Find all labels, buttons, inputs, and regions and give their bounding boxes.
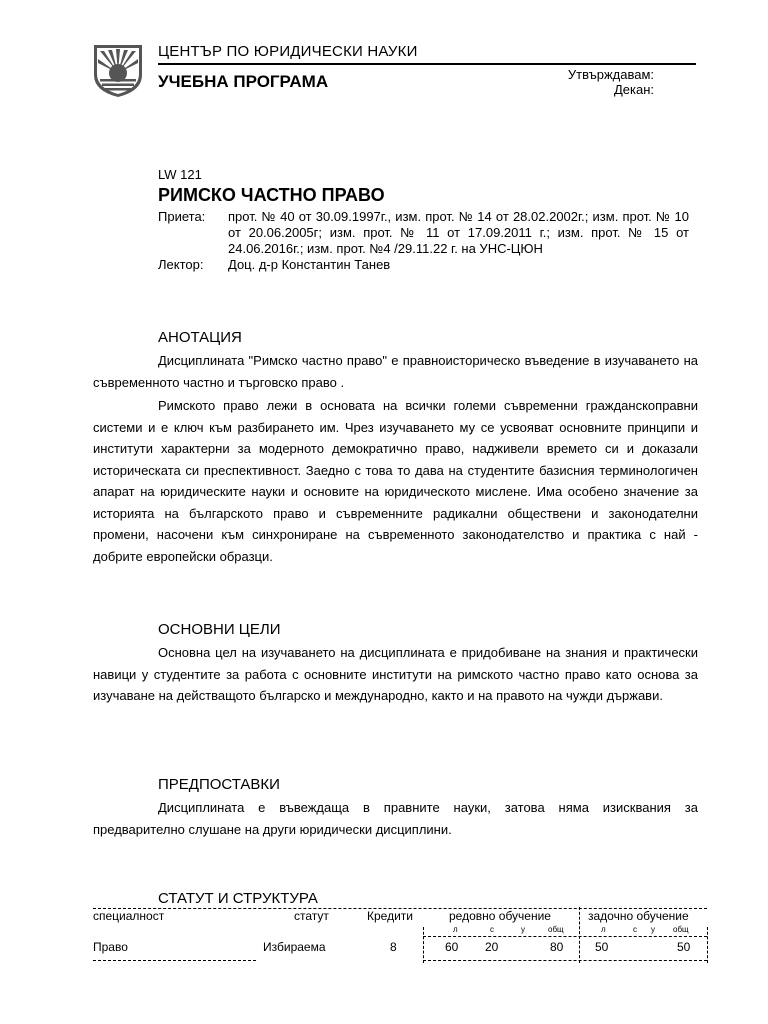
approval-block [568, 67, 654, 97]
goals-paragraph: Основна цел на изучаването на дисциплината е придобиване на знания и практически навици у студентите за работа с основните институти на римското частно право като основа за изучаване на действащото българско и международно, както и на правото на чужди държави. [93, 645, 698, 703]
table-divider-2 [579, 907, 580, 963]
university-logo [92, 43, 144, 98]
table-bottom-rule-2 [423, 960, 707, 961]
lecturer-label: Лектор: [158, 257, 204, 272]
row-specialty: Право [93, 940, 128, 954]
row-reg-l: 60 [445, 940, 459, 954]
row-reg-total: 80 [550, 940, 564, 954]
table-sub-rule [423, 936, 707, 937]
structure-title: СТАТУТ И СТРУКТУРА [158, 890, 318, 907]
structure-table [93, 907, 707, 967]
header-specialty: специалност [93, 909, 165, 923]
lecturer-value: Доц. д-р Константин Танев [228, 257, 391, 272]
sub-pt-l: л [601, 925, 606, 934]
dean-label: Декан: [613, 82, 654, 97]
center-name: ЦЕНТЪР ПО ЮРИДИЧЕСКИ НАУКИ [158, 43, 418, 60]
row-status: Избираема [263, 940, 326, 954]
sub-reg-s: с [490, 925, 494, 934]
course-meta [158, 209, 689, 273]
annotation-paragraph-1: Дисциплината "Римско частно право" е правноисторическо въведение в изучаването на съвременното частно и търговско право . [93, 353, 698, 390]
header-regular: редовно обучение [449, 909, 551, 923]
prereq-text [93, 797, 698, 842]
annotation-paragraph-2: Римското право лежи в основата на всички големи съвременни гражданскоправни системи и е ключ към разбирането им. Чрез изучаването му се усвояват основните принципи и институти характерни за модерното демократично право, надживели времето си и доказали историческата си преспективност. Заедно с това то дава на студентите базисния терминологичен апарат на юридическите науки и основите на юридическото мислене. Има особено значение за историята на българското право и съвременните радикални обществени и законодателни промени, насочени към синхрониране на съвременното законодателство и практика с най - добрите европейски образци. [93, 398, 698, 564]
row-credits: 8 [390, 940, 397, 954]
accepted-row [158, 209, 689, 257]
sub-pt-u: у [651, 925, 655, 934]
table-divider-3 [707, 927, 708, 963]
lecturer-row [158, 257, 689, 273]
header-status: статут [294, 909, 329, 923]
table-divider-1 [423, 927, 424, 963]
sub-reg-total: общ [548, 925, 564, 934]
goals-title: ОСНОВНИ ЦЕЛИ [158, 621, 281, 638]
course-title: РИМСКО ЧАСТНО ПРАВО [158, 185, 385, 205]
sub-reg-u: у [521, 925, 525, 934]
approve-label: Утвърждавам: [567, 67, 654, 82]
row-pt-total: 50 [677, 940, 691, 954]
table-bottom-rule-1 [93, 960, 256, 961]
annotation-title: АНОТАЦИЯ [158, 329, 242, 346]
course-code: LW 121 [158, 167, 202, 182]
sub-pt-s: с [633, 925, 637, 934]
accepted-value: прот. № 40 от 30.09.1997г., изм. прот. № 14 от 28.02.2002г.; изм. прот. № 10 от 20.06.2005г; изм. прот. № 11 от 17.09.2011 г.; изм. прот. № 15 от 24.06.2016г.; изм. прот. №4 /29.11.22 г. на УНС-ЦЮН [228, 209, 689, 256]
sub-pt-total: общ [673, 925, 689, 934]
prereq-title: ПРЕДПОСТАВКИ [158, 776, 280, 793]
goals-text [93, 642, 698, 709]
header-credits: Кредити [367, 909, 413, 923]
prereq-paragraph: Дисциплината е въвеждаща в правните науки, затова няма изисквания за предварително слушане на други юридически дисциплини. [93, 800, 698, 837]
header-part-time: задочно обучение [588, 909, 689, 923]
program-title: УЧЕБНА ПРОГРАМА [158, 72, 329, 91]
row-pt-l: 50 [595, 940, 609, 954]
header-rule [158, 63, 696, 65]
sub-reg-l: л [453, 925, 458, 934]
row-reg-s: 20 [485, 940, 499, 954]
annotation-text [93, 350, 698, 569]
accepted-label: Приета: [158, 209, 206, 224]
